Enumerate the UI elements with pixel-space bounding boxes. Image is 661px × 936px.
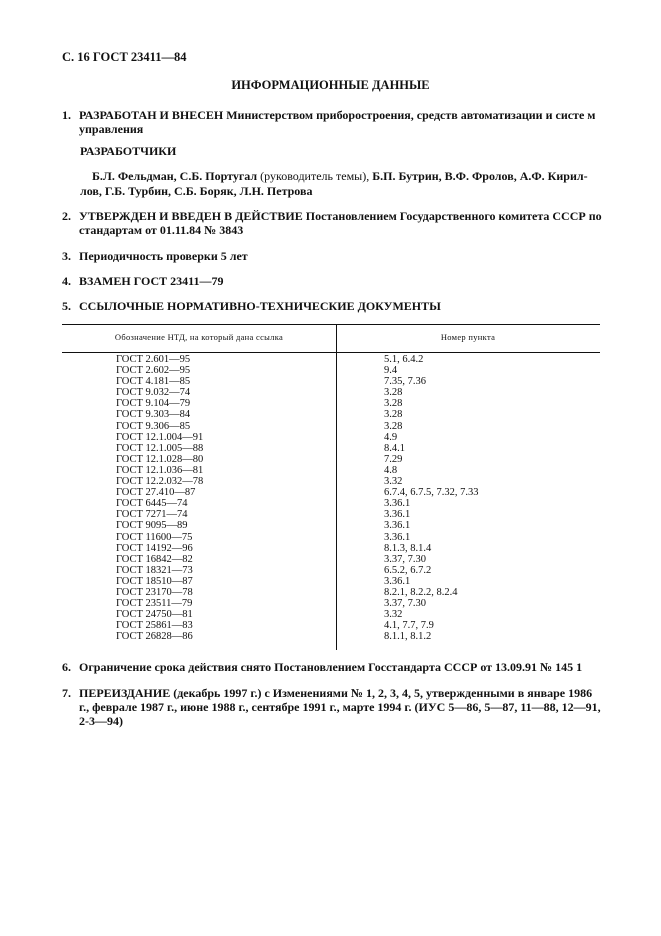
clause-number: 3.36.1: [384, 498, 411, 510]
document-designation: ГОСТ 27.410—87: [116, 487, 196, 499]
item-4: [62, 274, 602, 288]
clause-number: 7.35, 7.36: [384, 376, 426, 388]
table-row: [62, 465, 600, 476]
document-designation: ГОСТ 14192—96: [116, 542, 193, 554]
item-text: [62, 108, 602, 136]
table-row: [62, 376, 600, 387]
clause-number: 3.32: [384, 609, 403, 621]
item-text: Периодичность проверки 5 лет: [79, 249, 248, 263]
clause-number: 3.36.1: [384, 509, 411, 521]
clause-number: 3.36.1: [384, 575, 411, 587]
section-title: ИНФОРМАЦИОННЫЕ ДАННЫЕ: [231, 78, 430, 92]
clause-number: 3.28: [384, 409, 403, 421]
item-text: ССЫЛОЧНЫЕ НОРМАТИВНО-ТЕХНИЧЕСКИЕ ДОКУМЕНТЫ: [79, 299, 441, 313]
clause-number: 4.9: [384, 431, 398, 443]
table-row: [62, 620, 600, 631]
table-row: [62, 409, 600, 420]
table-top-rule: [62, 324, 600, 325]
item-7: [62, 686, 602, 728]
table-row: [62, 365, 600, 376]
table-header-rule: [62, 352, 600, 353]
clause-number: 3.36.1: [384, 531, 411, 543]
document-designation: ГОСТ 12.1.004—91: [116, 431, 204, 443]
clause-number: 9.4: [384, 365, 398, 377]
table-row: [62, 432, 600, 443]
table-row: [62, 543, 600, 554]
table-row: [62, 498, 600, 509]
item-text: Ограничение срока действия снято Постановлением Госстандарта СССР от 13.09.91 № 145 1: [79, 660, 583, 674]
item-5: [62, 299, 602, 313]
table-row: [62, 398, 600, 409]
table-row: [62, 387, 600, 398]
document-designation: ГОСТ 23170—78: [116, 586, 193, 598]
document-designation: ГОСТ 16842—82: [116, 553, 193, 565]
document-designation: ГОСТ 12.1.028—80: [116, 453, 204, 465]
document-designation: ГОСТ 4.181—85: [116, 376, 191, 388]
document-designation: ГОСТ 9.303—84: [116, 409, 191, 421]
item-number: 1.: [62, 108, 71, 122]
clause-number: 6.5.2, 6.7.2: [384, 564, 432, 576]
table-body: [62, 354, 600, 642]
document-designation: ГОСТ 24750—81: [116, 609, 193, 621]
table-row: [62, 476, 600, 487]
document-designation: ГОСТ 6445—74: [116, 498, 188, 510]
item-6: [62, 660, 602, 674]
item-2: [62, 209, 602, 237]
item-text: ПЕРЕИЗДАНИЕ (декабрь 1997 г.) с Изменениями № 1, 2, 3, 4, 5, утвержденными в январе 1986 г., февpале 1987 г., июне 1988 г., сентябре 1991 г., марте 1994 г. (ИУС 5—86, 5—87, 11—88, 12—91, 2-3—94): [79, 686, 601, 728]
document-designation: ГОСТ 23511—79: [116, 598, 193, 610]
table-row: [62, 598, 600, 609]
item-number: 6.: [62, 660, 71, 674]
item-number: 5.: [62, 299, 71, 313]
clause-number: 4.1, 7.7, 7.9: [384, 620, 434, 632]
clause-number: 3.36.1: [384, 520, 411, 532]
table-row: [62, 532, 600, 543]
document-designation: ГОСТ 2.601—95: [116, 354, 191, 365]
clause-number: 3.28: [384, 398, 403, 410]
document-designation: ГОСТ 26828—86: [116, 631, 193, 643]
table-row: [62, 354, 600, 365]
item-text: ВЗАМЕН ГОСТ 23411—79: [79, 274, 224, 288]
item-3: [62, 249, 602, 263]
clause-number: 8.4.1: [384, 442, 405, 454]
developers-names-b: Б.П. Бутрин, В.Ф. Фролов, А.Ф. Кирил-лов, Г.Б. Турбин, С.Б. Боряк, Л.Н. Петрова: [80, 169, 588, 198]
table-row: [62, 609, 600, 620]
table-row: [62, 554, 600, 565]
item-1-lead: РАЗРАБОТАН И ВНЕСЕН: [79, 108, 224, 122]
table-row: [62, 421, 600, 432]
clause-number: 5.1, 6.4.2: [384, 354, 424, 365]
item-1-body: Министерством приборостроения, средств автоматизации и систе м управления: [79, 108, 596, 136]
table-row: [62, 509, 600, 520]
developers-role: (руководитель темы),: [257, 169, 373, 183]
table-row: [62, 520, 600, 531]
developers-list: [80, 169, 600, 199]
clause-number: 8.2.1, 8.2.2, 8.2.4: [384, 586, 458, 598]
item-number: 2.: [62, 209, 71, 223]
document-designation: ГОСТ 9095—89: [116, 520, 188, 532]
clause-number: 8.1.1, 8.1.2: [384, 631, 432, 643]
document-designation: ГОСТ 25861—83: [116, 620, 193, 632]
clause-number: 8.1.3, 8.1.4: [384, 542, 432, 554]
table-row: [62, 565, 600, 576]
clause-number: 7.29: [384, 453, 403, 465]
document-designation: ГОСТ 9.032—74: [116, 387, 191, 399]
document-designation: ГОСТ 9.306—85: [116, 420, 191, 432]
table-row: [62, 576, 600, 587]
table-row: [62, 454, 600, 465]
item-1: [62, 108, 602, 136]
item-number: 4.: [62, 274, 71, 288]
clause-number: 3.28: [384, 387, 403, 399]
table-row: [62, 443, 600, 454]
item-text: УТВЕРЖДЕН И ВВЕДЕН В ДЕЙСТВИЕ Постановлением Государственного комитета СССР по стандартам от 01.11.84 № 3843: [79, 209, 602, 237]
clause-number: 6.7.4, 6.7.5, 7.32, 7.33: [384, 487, 479, 499]
clause-number: 3.32: [384, 476, 403, 488]
document-designation: ГОСТ 12.1.036—81: [116, 464, 204, 476]
document-designation: ГОСТ 18321—73: [116, 564, 193, 576]
document-designation: ГОСТ 7271—74: [116, 509, 188, 521]
developers-names-a: Б.Л. Фельдман, С.Б. Португал: [92, 169, 258, 183]
document-designation: ГОСТ 2.602—95: [116, 365, 191, 377]
page-header: С. 16 ГОСТ 23411—84: [62, 50, 187, 64]
table-row: [62, 487, 600, 498]
document-designation: ГОСТ 11600—75: [116, 531, 193, 543]
clause-number: 3.37, 7.30: [384, 598, 426, 610]
clause-number: 4.8: [384, 464, 398, 476]
column-header-clause: Номер пункта: [440, 332, 496, 342]
document-designation: ГОСТ 12.2.032—78: [116, 476, 204, 488]
table-row: [62, 631, 600, 642]
document-designation: ГОСТ 9.104—79: [116, 398, 191, 410]
item-number: 7.: [62, 686, 71, 700]
item-number: 3.: [62, 249, 71, 263]
table-row: [62, 587, 600, 598]
clause-number: 3.28: [384, 420, 403, 432]
column-header-document: Обозначение НТД, на который дана ссылка: [114, 332, 284, 342]
document-designation: ГОСТ 18510—87: [116, 575, 193, 587]
developers-heading: РАЗРАБОТЧИКИ: [80, 144, 177, 158]
document-designation: ГОСТ 12.1.005—88: [116, 442, 204, 454]
clause-number: 3.37, 7.30: [384, 553, 426, 565]
